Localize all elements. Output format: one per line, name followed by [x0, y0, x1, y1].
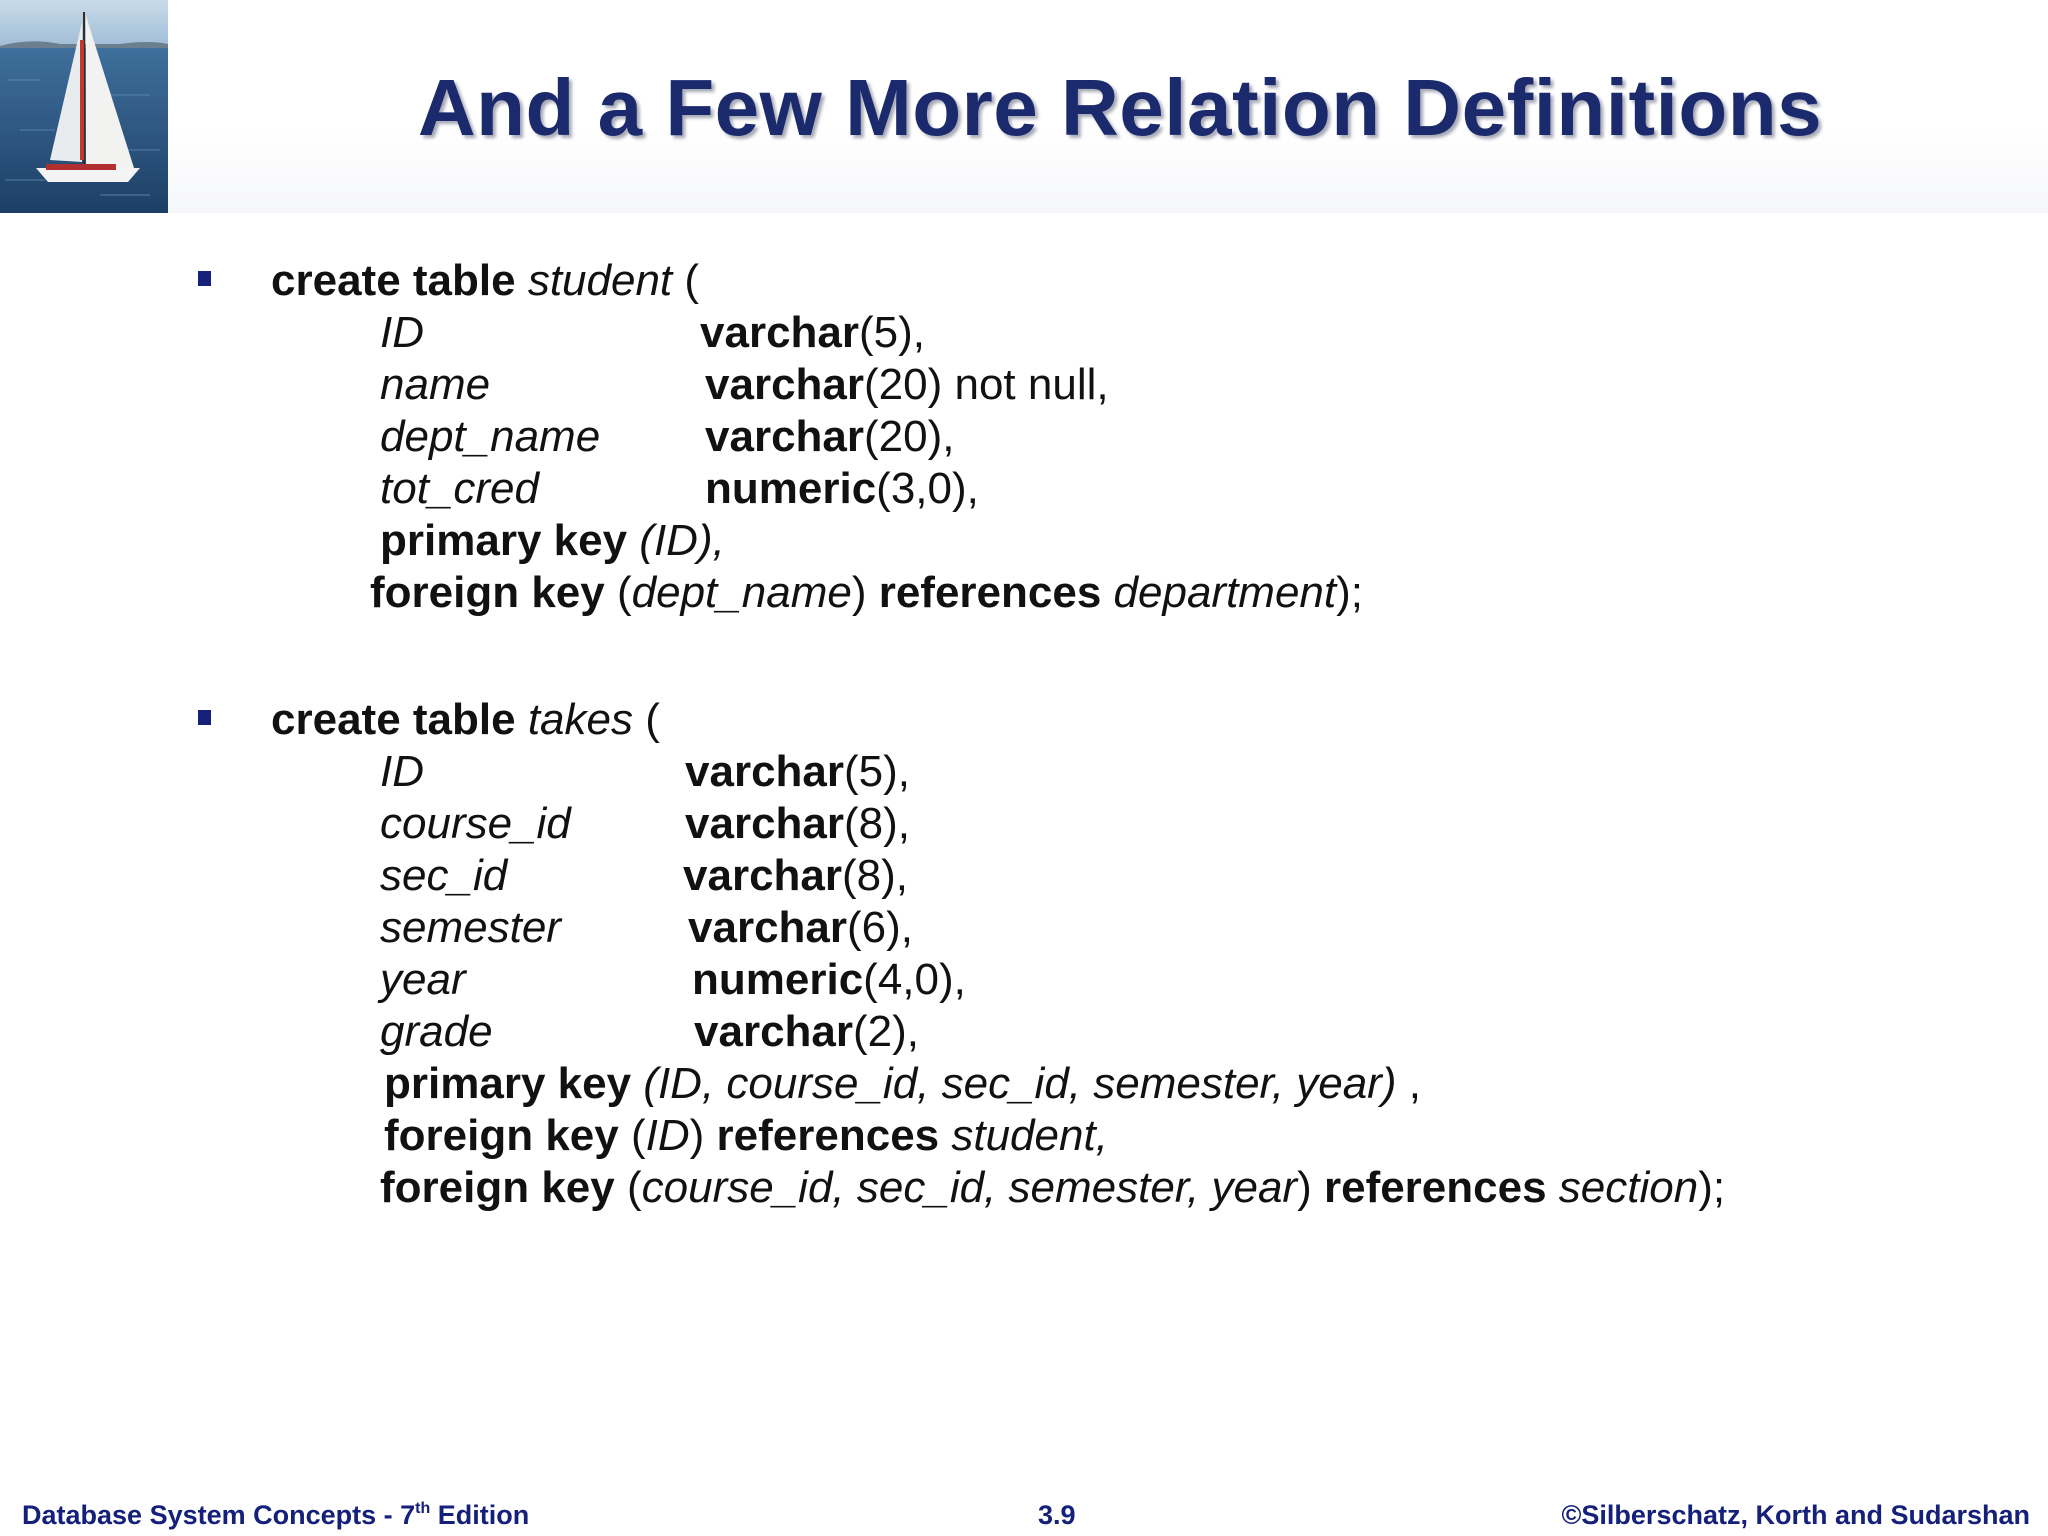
student-column-row	[0, 463, 2048, 515]
column-name: ID	[380, 308, 424, 357]
column-type: varchar(8),	[683, 851, 909, 900]
column-name: course_id	[380, 799, 571, 848]
takes-primary-key: primary key (ID, course_id, sec_id, semester, year) ,	[384, 1059, 1421, 1108]
square-bullet-icon	[198, 710, 211, 725]
table-name-student: student	[527, 256, 673, 305]
student-column-row	[0, 411, 2048, 463]
create-table-keyword: create table	[271, 695, 516, 744]
create-table-keyword: create table	[271, 256, 516, 305]
column-name: sec_id	[380, 851, 508, 900]
slide-title: And a Few More Relation Definitions	[417, 63, 1823, 152]
column-type: varchar(20) not null,	[705, 360, 1109, 409]
column-name: dept_name	[380, 412, 601, 461]
sailboat-logo	[0, 0, 168, 213]
column-name: semester	[380, 903, 561, 952]
footer-book-title: Database System Concepts - 7th Edition	[22, 1500, 530, 1530]
column-name: year	[380, 955, 466, 1004]
column-type: varchar(20),	[705, 412, 955, 461]
takes-column-row	[0, 850, 2048, 902]
column-type: varchar(2),	[694, 1007, 920, 1056]
student-foreign-key: foreign key (dept_name) references department);	[370, 568, 1364, 617]
student-primary-key: primary key (ID),	[380, 516, 725, 565]
column-type: varchar(5),	[700, 308, 926, 357]
column-type: varchar(8),	[685, 799, 911, 848]
takes-column-row	[0, 1006, 2048, 1058]
column-name: grade	[380, 1007, 493, 1056]
column-name: tot_cred	[380, 464, 539, 513]
student-column-row	[0, 359, 2048, 411]
column-type: numeric(3,0),	[705, 464, 979, 513]
takes-create-line	[271, 694, 660, 746]
takes-column-row	[0, 902, 2048, 954]
table-name-takes: takes	[527, 695, 633, 744]
column-type: numeric(4,0),	[692, 955, 966, 1004]
student-column-row	[0, 307, 2048, 359]
takes-foreign-key-student: foreign key (ID) references student,	[384, 1111, 1108, 1160]
open-paren: (	[672, 256, 700, 305]
student-create-line	[271, 255, 699, 307]
column-name: ID	[380, 747, 424, 796]
column-type: varchar(6),	[688, 903, 914, 952]
open-paren: (	[632, 695, 660, 744]
footer-slide-number: 3.9	[1038, 1500, 1076, 1530]
takes-column-row	[0, 746, 2048, 798]
takes-column-row	[0, 954, 2048, 1006]
takes-foreign-key-section: foreign key (course_id, sec_id, semester, year) references section);	[380, 1163, 1726, 1212]
takes-column-row	[0, 798, 2048, 850]
column-name: name	[380, 360, 491, 409]
square-bullet-icon	[198, 271, 211, 286]
sailboat-image	[0, 0, 168, 213]
footer-copyright: ©Silberschatz, Korth and Sudarshan	[1561, 1500, 2030, 1530]
column-type: varchar(5),	[685, 747, 911, 796]
